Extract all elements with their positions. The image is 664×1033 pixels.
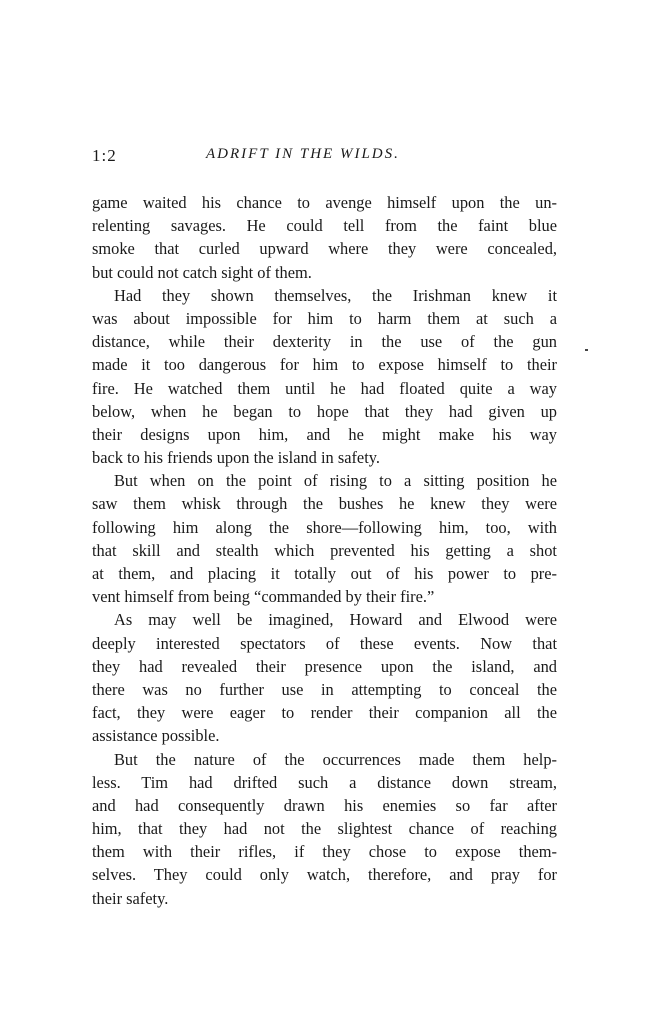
text-line: assistance possible. [92,726,220,746]
text-line: selves. They could only watch, therefore, and pray for [92,865,557,885]
running-title: ADRIFT IN THE WILDS. [206,146,400,162]
text-line: fact, they were eager to render their companion all the [92,703,557,723]
text-line: saw them whisk through the bushes he knew they were [92,494,557,514]
text-line: was about impossible for him to harm them at such a [92,308,557,328]
text-line: at them, and placing it totally out of his power to pre- [92,564,557,583]
text-line: following him along the shore—following him, too, with [92,517,557,537]
text-line: less. Tim had drifted such a distance down stream, [92,772,557,792]
margin-speck [585,349,588,351]
text-line: back to his friends upon the island in safety. [92,448,380,468]
page-header [92,146,562,170]
text-line: and had consequently drawn his enemies so far after [92,795,557,815]
text-line: game waited his chance to avenge himself upon the un- [92,193,557,212]
page-number: 1:2 [92,146,117,165]
text-line: their designs upon him, and he might make his way [92,424,557,444]
text-line: But the nature of the occurrences made them help- [114,749,557,769]
text-line: smoke that curled upward where they were concealed, [92,239,557,259]
text-line: below, when he began to hope that they had given up [92,401,557,421]
text-line: relenting savages. He could tell from the faint blue [92,216,557,236]
text-line: their safety. [92,888,169,908]
text-line: there was no further use in attempting to conceal the [92,679,557,699]
text-line: but could not catch sight of them. [92,262,312,282]
text-line: But when on the point of rising to a sitting position he [114,471,557,491]
text-line: them with their rifles, if they chose to expose them- [92,842,557,862]
text-line: distance, while their dexterity in the use of the gun [92,332,557,352]
text-line: him, that they had not the slightest chance of reaching [92,819,557,839]
text-line: vent himself from being “commanded by their fire.” [92,587,435,607]
text-line: made it too dangerous for him to expose himself to their [92,355,557,375]
text-line: Had they shown themselves, the Irishman knew it [114,285,557,305]
body-text [92,191,557,910]
text-line: that skill and stealth which prevented his getting a shot [92,540,557,560]
text-line: they had revealed their presence upon the island, and [92,656,557,676]
text-line: fire. He watched them until he had floated quite a way [92,378,557,398]
text-line: deeply interested spectators of these events. Now that [92,633,557,653]
text-line: As may well be imagined, Howard and Elwood were [114,610,557,630]
